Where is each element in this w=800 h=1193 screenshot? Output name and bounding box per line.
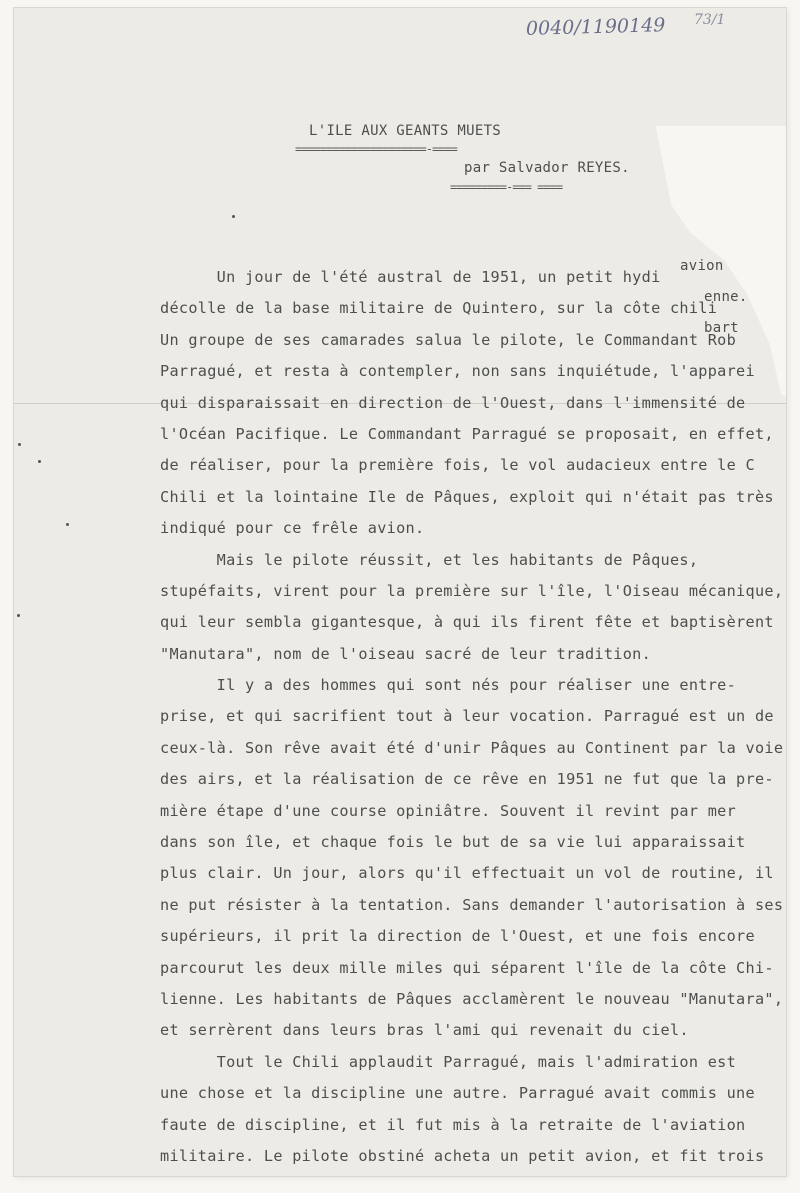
text-line: supérieurs, il prit la direction de l'Ouest, et une fois encore [160,927,755,946]
text-line: Un jour de l'été austral de 1951, un petit hydi [160,268,661,286]
margin-note: avion [680,258,724,274]
text-line: dans son île, et chaque fois le but de sa vie lui apparaissait [160,833,746,852]
margin-note: enne. [704,289,748,305]
text-line: une chose et la discipline une autre. Parragué avait commis une [160,1084,755,1103]
text-line: des airs, et la réalisation de ce rêve en 1951 ne fut que la pre- [160,770,774,789]
text-line: Mais le pilote réussit, et les habitants de Pâques, [160,550,699,569]
document-title: L'ILE AUX GEANTS MUETS [309,123,502,139]
text-line: Parragué, et resta à contempler, non sans inquiétude, l'apparei [160,362,755,381]
text-line: Il y a des hommes qui sont nés pour réaliser une entre- [160,676,737,695]
text-line: plus clair. Un jour, alors qu'il effectuait un vol de routine, il [160,864,774,883]
text-line: Tout le Chili applaudit Parragué, mais l'admiration est [160,1052,737,1071]
ink-dot [66,523,69,526]
text-line: ceux-là. Son rêve avait été d'unir Pâques au Continent par la voie [160,738,784,757]
text-line: mière étape d'une course opiniâtre. Souvent il revint par mer [160,801,737,820]
paragraph [160,545,786,671]
text-line: indiqué pour ce frêle avion. [160,519,425,538]
text-line: qui disparaissait en direction de l'Ouest, dans l'immensité de [160,393,746,412]
paragraph [160,670,786,1047]
ink-dot [38,460,41,463]
paragraph [160,262,786,545]
text-line: décolle de la base militaire de Quintero, sur la côte chili [160,299,718,318]
text-line: l'Océan Pacifique. Le Commandant Parragué se proposait, en effet, [160,424,774,443]
text-line: Chili et la lointaine Ile de Pâques, exploit qui n'était pas très [160,487,774,506]
text-line: lienne. Les habitants de Pâques acclamèrent le nouveau "Manutara", [160,989,784,1008]
text-line: Un groupe de ses camarades salua le pilote, le Commandant Rob [160,330,737,349]
byline-underline: =========-=== ==== [450,180,563,194]
paragraph [160,1047,786,1173]
text-line: ne put résister à la tentation. Sans demander l'autorisation à ses [160,895,784,914]
text-line: parcourut les deux mille miles qui séparent l'île de la côte Chi- [160,958,774,977]
text-line: prise, et qui sacrifient tout à leur vocation. Parragué est un de [160,707,774,726]
ink-dot [17,614,20,617]
margin-note: bart [704,320,739,336]
document-body [160,262,786,1172]
text-line: militaire. Le pilote obstiné acheta un petit avion, et fit trois [160,1146,765,1165]
byline: par Salvador REYES. [464,160,630,176]
ink-dot [232,215,235,218]
text-line: de réaliser, pour la première fois, le vol audacieux entre le C [160,456,755,475]
archive-number-small: 73/1 [694,12,726,28]
text-line: faute de discipline, et il fut mis à la retraite de l'aviation [160,1115,746,1134]
text-line: stupéfaits, virent pour la première sur l'île, l'Oiseau mécanique, [160,581,784,600]
text-line: et serrèrent dans leurs bras l'ami qui revenait du ciel. [160,1021,689,1040]
title-underline: =====================-==== [295,142,457,156]
document-page [14,8,786,1176]
archive-number: 0040/1190149 [525,14,666,40]
ink-dot [18,443,21,446]
text-line: "Manutara", nom de l'oiseau sacré de leur tradition. [160,644,652,663]
text-line: qui leur sembla gigantesque, à qui ils firent fête et baptisèrent [160,613,774,632]
